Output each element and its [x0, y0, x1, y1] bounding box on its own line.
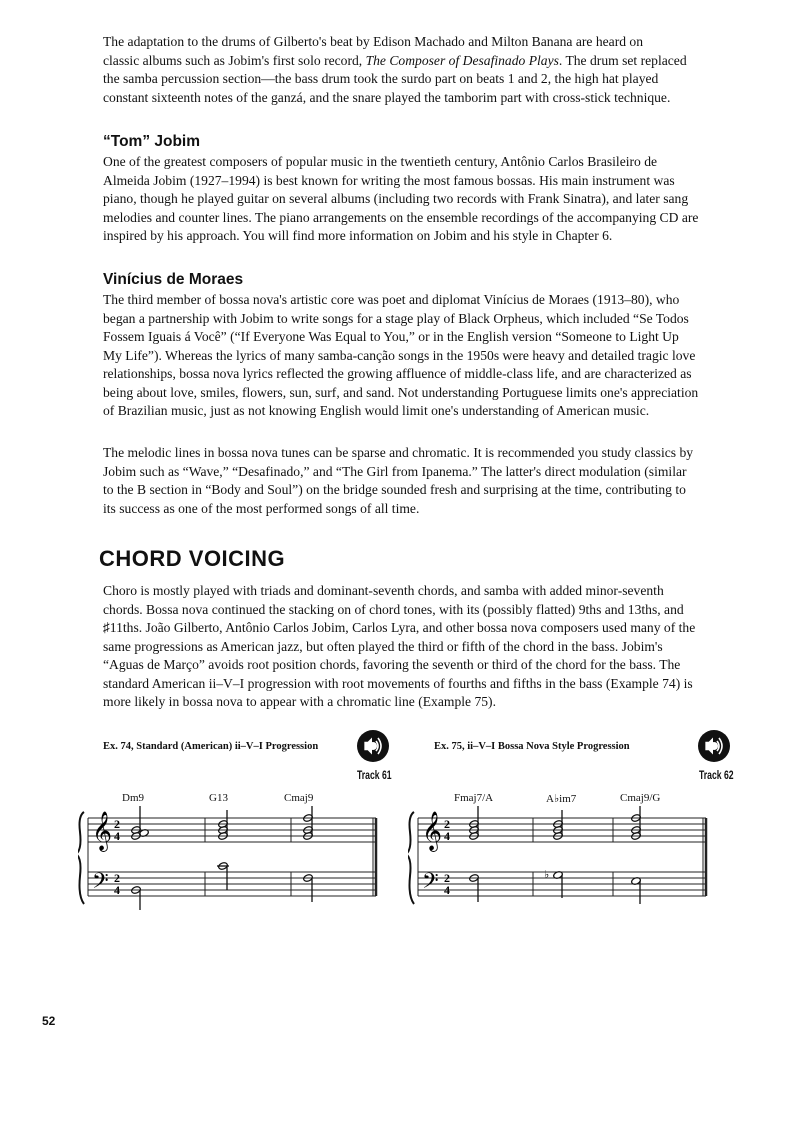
- track-61-label: Track 61: [357, 768, 392, 782]
- cd-audio-icon[interactable]: [356, 729, 390, 763]
- grand-staff-example-74: [78, 806, 386, 912]
- chord-symbol: Cmaj9: [284, 792, 314, 804]
- time-sig-top: 2: [114, 871, 120, 885]
- tom-jobim-heading: “Tom” Jobim: [103, 133, 201, 150]
- album-title: The Composer of Desafinado Plays: [365, 52, 559, 68]
- treble-clef-icon: 𝄞: [422, 811, 443, 851]
- treble-clef-icon: 𝄞: [92, 811, 113, 851]
- time-sig-bottom: 4: [114, 883, 120, 897]
- vinicius-paragraph: The third member of bossa nova's artistic core was poet and diplomat Vinícius de Moraes (1913–80), who began a partnership with Jobim to write songs for a stage play of Black Orpheus, which included “Se Todos Fossem Iguais á Você” (“If Everyone Was Equal to You,” or in the English version “Someone to Light Up My Life”). Whereas the lyrics of many samba-canção songs in the 1950s were heavy and detailed tragic love relationships, bossa nova lyrics reflected the growing affluence of middle-class life, and are characterized as being about love, smiles, flowers, sun, surf, and sand. Not understanding Portuguese limits one's appreciation of Brazilian music, just as not knowing English would limit one's understanding of American music.: [103, 292, 699, 418]
- chord-voicing-paragraph: Choro is mostly played with triads and dominant-seventh chords, and samba with added minor-seventh chords. Bossa nova continued the stacking on of chord tones, with its (possibly flatted) 9ths and 13ths, and ♯11ths. João Gilberto, Antônio Carlos Jobim, Carlos Lyra, and other bossa nova composers used many of the same progressions as American jazz, but often played the third or fifth of the chord in the bass. Jobim's “Aguas de Março” avoids root position chords, favoring the seventh or third of the chord for the bass. The standard American ii–V–I progression with root movements of fourths and fifths in the bass (Example 74) is more likely in bossa nova to appear with a chromatic line (Example 75).: [103, 583, 696, 709]
- chord-symbol: Cmaj9/G: [620, 792, 661, 804]
- page-number: 52: [42, 1014, 56, 1028]
- chord-symbol: Fmaj7/A: [454, 792, 494, 804]
- chord-voicing-heading: CHORD VOICING: [99, 546, 286, 571]
- time-sig-bottom: 4: [444, 829, 450, 843]
- intro-line-2: classic albums such as Jobim's first solo record,: [103, 52, 366, 68]
- intro-paragraph: [103, 33, 699, 107]
- intro-line-1: The adaptation to the drums of Gilberto's beat by Edison Machado and Milton Banana are heard on: [103, 34, 644, 49]
- chord-symbol: G13: [209, 792, 228, 804]
- time-sig-top: 2: [444, 817, 450, 831]
- time-sig-bottom: 4: [444, 883, 450, 897]
- chord-symbol: Dm9: [122, 792, 144, 804]
- time-sig-top: 2: [114, 817, 120, 831]
- bass-clef-icon: 𝄢: [422, 869, 439, 899]
- tom-jobim-paragraph: One of the greatest composers of popular music in the twentieth century, Antônio Carlos Brasileiro de Almeida Jobim (1927–1994) is best known for writing the most famous bossas. His main instrument was piano, though he played guitar on several albums (including two records with Frank Sinatra), and later sang melodies and counter lines. The piano arrangements on the ensemble recordings of the accompanying CD are inspired by his approach. You will find more information on Jobim and his style in Chapter 6.: [103, 154, 699, 243]
- brace: [78, 812, 84, 904]
- intro-line-2-end: . The drum set: [558, 52, 638, 68]
- cd-audio-icon[interactable]: [697, 729, 731, 763]
- svg-text:♭: ♭: [544, 868, 550, 881]
- time-sig-top: 2: [444, 871, 450, 885]
- bass-clef-icon: 𝄢: [92, 869, 109, 899]
- track-62-label: Track 62: [699, 768, 734, 782]
- grand-staff-example-75: [408, 806, 716, 912]
- example-75-title: Ex. 75, ii–V–I Bossa Nova Style Progression: [434, 741, 630, 752]
- melodic-paragraph: The melodic lines in bossa nova tunes can be sparse and chromatic. It is recommended you study classics by Jobim such as “Wave,” “Desafinado,” and “The Girl from Ipanema.” The latter's direct modulation (similar to the B section in “Body and Soul”) on the bridge sounded fresh and surprising at the time, contributing to its success as one of the most performed songs of all time.: [103, 445, 694, 516]
- vinicius-heading: Vinícius de Moraes: [103, 271, 244, 288]
- example-74-title: Ex. 74, Standard (American) ii–V–I Progression: [103, 741, 319, 752]
- chord-symbol: A♭im7: [546, 793, 577, 805]
- brace: [408, 812, 414, 904]
- time-sig-bottom: 4: [114, 829, 120, 843]
- intro-rest: replaced the samba percussion section—the bass drum took the surdo part on beats 1 and 2, the high hat played constant sixteenth notes of the ganzá, and the snare played the tamborim part with cross-stick technique.: [103, 52, 687, 105]
